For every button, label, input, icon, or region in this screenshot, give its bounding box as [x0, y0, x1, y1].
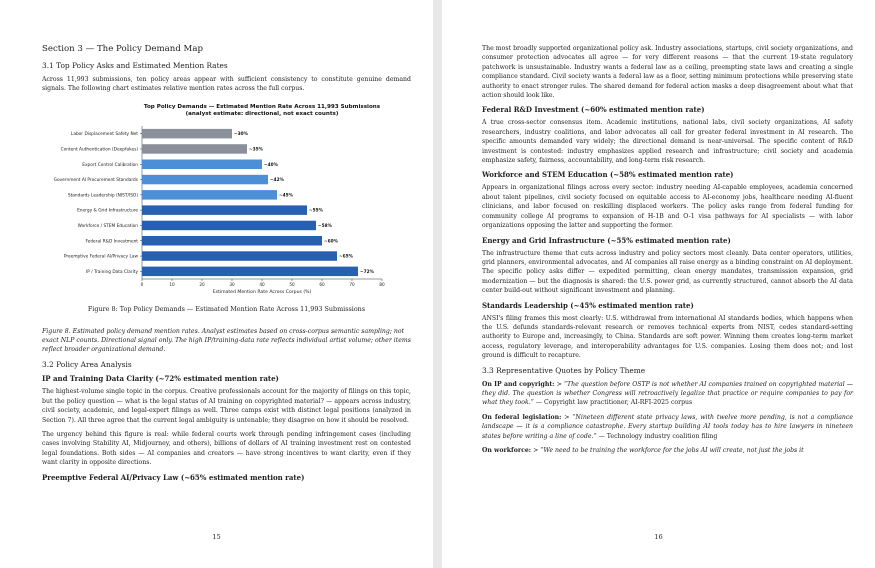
subsection-3-3-title: 3.3 Representative Quotes by Policy Theme: [482, 365, 646, 375]
workforce-heading: Workforce and STEM Education (~58% estimated mention rate): [482, 170, 734, 180]
category-label: Federal R&D Investment: [85, 239, 138, 245]
policy-demand-chart: [42, 99, 402, 299]
x-tick-label: 40: [259, 281, 265, 287]
bar: [142, 236, 322, 245]
category-label: Content Authentication (Deepfakes): [60, 147, 138, 153]
ip-paragraph-1: The highest-volume single topic in the corpus. Creative professionals account for the majority of filings on this topic, but the policy question — what is the legal status of AI training on copyrighted material? — appears across industry, civil society, academic, and legal-expert filings as well. Three camps exist with distinct legal positions (analyzed in Section 7). All three agree that the current legal ambiguity is untenable; they disagree on how it should be resolved.: [42, 388, 411, 424]
data-label: ~45%: [279, 193, 293, 199]
x-tick-label: 20: [199, 281, 205, 287]
bar: [142, 129, 232, 138]
category-label: Energy & Grid Infrastructure: [77, 208, 138, 214]
energy-heading: Energy and Grid Infrastructure (~55% estimated mention rate): [482, 235, 731, 245]
standards-heading: Standards Leadership (~45% estimated mention rate): [482, 300, 694, 310]
data-label: ~42%: [270, 177, 284, 183]
left-page: [0, 0, 433, 568]
data-label: ~40%: [264, 162, 278, 168]
rd-heading: Federal R&D Investment (~60% estimated mention rate): [482, 105, 705, 115]
quote-ip-label: On IP and copyright:: [482, 380, 555, 388]
bar: [142, 144, 247, 153]
section-title: Section 3 — The Policy Demand Map: [42, 44, 203, 54]
quote-legislation-text: > “Nineteen different state privacy laws, with twelve more pending, is not a compliance landscape — it is a compliance catastrophe. Every startup building AI tools today has to hire lawyers in nineteen states before writing a line of code.”: [482, 413, 854, 440]
data-label: ~58%: [318, 223, 332, 229]
workforce-paragraph: Appears in organizational filings across every sector: industry needing AI-capable employees, academia concerned about talent pipelines, civil society focused on equitable access to AI-economy jobs, healthcare needing AI-fluent clinicians, and labor focused on reskilling displaced workers. The policy asks range from federal funding for community college AI programs to expansion of H-1B and O-1 visa pathways for AI specialists — with labor organizations opposing the latter and supporting the former.: [482, 184, 853, 230]
category-label: Government AI Procurement Standards: [53, 177, 138, 183]
rd-paragraph: A true cross-sector consensus item. Academic institutions, national labs, civil society organizations, AI safety researchers, industry coalitions, and labor advocates all call for greater federal investment in AI research. The specific amounts demanded vary widely; the directional demand is near-universal. The specific content of R&D investment is contested: industry emphasizes applied research and infrastructure; civil society and academia emphasize safety, fairness, accountability, and long-term risk research.: [482, 119, 853, 165]
bar-chart-svg: [42, 99, 402, 299]
quote-legislation-label: On federal legislation:: [482, 413, 562, 421]
bar: [142, 205, 307, 214]
data-label: ~30%: [234, 131, 248, 137]
subsection-3-1-title: 3.1 Top Policy Asks and Estimated Mention Rates: [42, 61, 228, 70]
bar: [142, 175, 268, 184]
data-label: ~72%: [360, 269, 374, 275]
bar: [142, 266, 358, 275]
ip-paragraph-2: The urgency behind this figure is real: while federal courts work through pending infringement cases (including cases involving Stability AI, Midjourney, and others), billions of dollars of AI training investment rest on contested legal foundations. Both sides — AI companies and creators — have strong incentives to want clarity, even if they want clarity in opposite directions.: [42, 431, 411, 467]
ip-heading: IP and Training Data Clarity (~72% estimated mention rate): [42, 374, 279, 384]
x-tick-label: 30: [229, 281, 235, 287]
data-label: ~55%: [309, 208, 323, 214]
quote-ip: [482, 380, 853, 408]
bar: [142, 221, 316, 230]
bar: [142, 190, 277, 199]
page-number: 15: [212, 533, 221, 541]
chart-subtitle: (analyst estimate: directional, not exact counts): [185, 110, 339, 117]
quote-legislation: [482, 413, 853, 441]
quote-ip-source: — Copyright law practitioner, AI-RFI-2025 corpus: [535, 399, 693, 407]
x-axis-label: Estimated Mention Rate Across Corpus (%): [212, 289, 312, 295]
right-page: [442, 0, 875, 568]
quote-workforce-text: > “We need to be training the workforce for the jobs AI will create, not just the jobs it: [533, 447, 804, 454]
quote-workforce: [482, 446, 853, 455]
x-tick-label: 70: [349, 281, 355, 287]
energy-paragraph: The infrastructure theme that cuts across industry and policy sectors most cleanly. Data center operators, utilities, grid planners, environmental advocates, and AI companies all raise energy as a binding constraint on AI deployment. The specific policy asks differ — expedited permitting, clean energy mandates, transmission expansion, grid modernization — but the diagnosis is shared: the U.S. power grid, as currently structured, cannot absorb the AI data center build-out without significant investment and planning.: [482, 249, 853, 295]
x-tick-label: 80: [379, 281, 385, 287]
category-label: Preemptive Federal AI/Privacy Law: [63, 254, 138, 260]
x-tick-label: 50: [289, 281, 295, 287]
category-label: Export Control Calibration: [82, 162, 138, 168]
data-label: ~65%: [339, 254, 353, 260]
quote-ip-text: > “The question before OSTP is not whether AI companies trained on copyrighted material — they did. The question is whether Congress will retroactively legalize that practice or require companies to pay for what they took.”: [482, 380, 853, 407]
standards-paragraph: ANSI's filing frames this most clearly: U.S. withdrawal from international AI standards bodies, which happens when the U.S. defunds standards-relevant research or removes technical experts from NIST, cedes standard-setting authority to Europe and, increasingly, to China. Standards are soft power. Winning them creates long-term market access, regulatory leverage, and interoperability advantages for U.S. companies. Losing them does not; and lost ground is difficult to recapture.: [482, 314, 853, 360]
quote-workforce-label: On workforce:: [482, 447, 532, 454]
figure-note: Figure 8. Estimated policy demand mention rates. Analyst estimates based on cross-corpus semantic sampling; not exact NLP counts. Directional signal only. The high IP/training-data rate reflects individual artist volume; other items reflect broader organizational demand.: [42, 327, 411, 354]
quote-legislation-source: — Technology industry coalition filing: [598, 432, 718, 440]
category-label: Workforce / STEM Education: [77, 223, 138, 229]
category-label: IP / Training Data Clarity: [86, 269, 138, 275]
bar: [142, 251, 337, 260]
data-label: ~60%: [324, 239, 338, 245]
x-tick-label: 0: [140, 281, 144, 287]
preemption-heading: Preemptive Federal AI/Privacy Law (~65% estimated mention rate): [42, 472, 305, 482]
data-label: ~35%: [249, 147, 263, 153]
figure-caption: Figure 8: Top Policy Demands — Estimated Mention Rate Across 11,993 Submissions: [87, 304, 366, 313]
subsection-3-2-title: 3.2 Policy Area Analysis: [42, 360, 132, 370]
category-label: Standards Leadership (NIST/ISO): [67, 193, 138, 199]
chart-title: Top Policy Demands — Estimated Mention Rate Across 11,993 Submissions: [143, 103, 381, 110]
organizational-ask-paragraph: The most broadly supported organizational policy ask. Industry associations, startups, civil society organizations, and consumer protection advocates all agree — for very different reasons — that the current 19-state regulatory patchwork is unsustainable. Industry wants a federal law as a ceiling, preempting state laws and creating a single compliance standard. Civil society wants a federal law as a floor, setting minimum protections while preserving state authority to enact stronger rules. The shared demand for federal action masks a deep disagreement about what that action should look like.: [482, 45, 853, 100]
x-tick-label: 10: [169, 281, 175, 287]
page-number: 16: [654, 533, 663, 541]
x-tick-label: 60: [319, 281, 325, 287]
category-label: Labor Displacement Safety Net: [70, 131, 138, 137]
intro-paragraph: Across 11,993 submissions, ten policy areas appear with sufficient consistency to constitute genuine demand signals. The following chart estimates relative mention rates across the full corpus.: [42, 76, 411, 93]
bar: [142, 159, 262, 168]
